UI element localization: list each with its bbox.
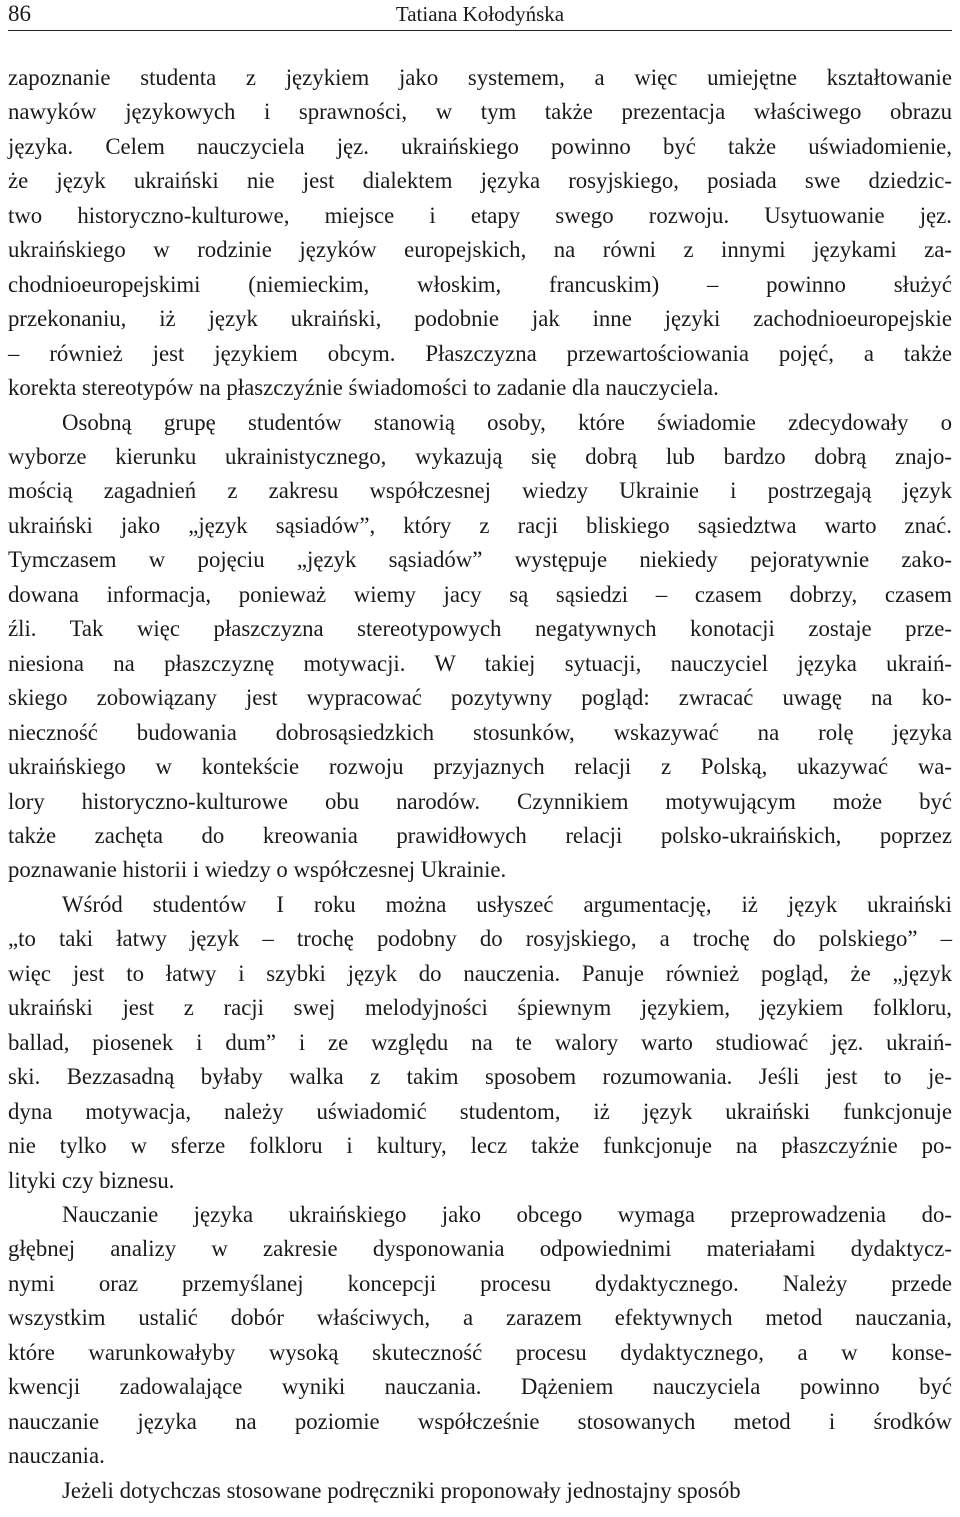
running-head: [8, 0, 952, 31]
text-line: wszystkim ustalić dobór właściwych, a zarazem efektywnych metod nauczania,: [8, 1305, 952, 1331]
text-line: wyborze kierunku ukrainistycznego, wykazują się dobrą lub bardzo dobrą znajo-: [8, 443, 952, 469]
text-line: źli. Tak więc płaszczyzna stereotypowych negatywnych konotacji zostaje prze-: [8, 616, 952, 642]
text-line: że język ukraiński nie jest dialektem języka rosyjskiego, posiada swe dziedzic-: [8, 168, 952, 194]
text-line: poznawanie historii i wiedzy o współczesnej Ukrainie.: [8, 857, 507, 883]
text-line: nawyków językowych i sprawności, w tym także prezentacja właściwego obrazu: [8, 99, 952, 125]
text-line: Nauczanie języka ukraińskiego jako obcego wymaga przeprowadzenia do-: [62, 1201, 952, 1227]
text-line: „to taki łatwy język – trochę podobny do rosyjskiego, a trochę do polskiego” –: [8, 926, 952, 952]
text-line: języka. Celem nauczyciela jęz. ukraińskiego powinno być także uświadomienie,: [8, 133, 952, 159]
text-line: dyna motywacja, należy uświadomić studentom, iż język ukraiński funkcjonuje: [8, 1098, 952, 1124]
text-line: dowana informacja, ponieważ wiemy jacy są sąsiedzi – czasem dobrzy, czasem: [8, 581, 952, 607]
text-line: Wśród studentów I roku można usłyszeć argumentację, iż język ukraiński: [62, 891, 952, 917]
text-line: zapoznanie studenta z językiem jako systemem, a więc umiejętne kształtowanie: [8, 65, 952, 90]
text-line: więc jest to łatwy i szybki język do nauczenia. Panuje również pogląd, że „język: [8, 960, 952, 986]
page-number: 86: [8, 1, 31, 26]
text-line: które warunkowałyby wysoką skuteczność procesu dydaktycznego, a w konse-: [8, 1339, 952, 1365]
text-line: nauczania.: [8, 1443, 105, 1469]
text-line: niesiona na płaszczyznę motywacji. W takiej sytuacji, nauczyciel języka ukraiń-: [8, 650, 952, 676]
text-line: – również jest językiem obcym. Płaszczyzna przewartościowania pojęć, a także: [8, 340, 952, 366]
body-text: [8, 61, 952, 1508]
text-line: lory historyczno-kulturowe obu narodów. Czynnikiem motywującym może być: [8, 788, 952, 814]
text-line: Jeżeli dotychczas stosowane podręczniki proponowały jednostajny sposób: [62, 1477, 741, 1503]
text-line: ballad, piosenek i dum” i ze względu na te walory warto studiować jęz. ukraiń-: [8, 1029, 952, 1055]
text-line: nieczność budowania dobrosąsiedzkich stosunków, wskazywać na rolę języka: [8, 719, 952, 745]
text-line: nauczanie języka na poziomie współcześnie stosowanych metod i środków: [8, 1408, 952, 1434]
text-line: także zachęta do kreowania prawidłowych relacji polsko-ukraińskich, poprzez: [8, 822, 952, 848]
text-line: nie tylko w sferze folkloru i kultury, lecz także funkcjonuje na płaszczyźnie po-: [8, 1133, 952, 1159]
text-line: ukraiński jest z racji swej melodyjności śpiewnym językiem, językiem folkloru,: [8, 995, 952, 1021]
text-line: mością zagadnień z zakresu współczesnej wiedzy Ukrainie i postrzegają język: [8, 478, 952, 504]
text-line: przekonaniu, iż język ukraiński, podobnie jak inne języki zachodnioeuropejskie: [8, 306, 952, 332]
text-line: ukraińskiego w kontekście rozwoju przyjaznych relacji z Polską, ukazywać wa-: [8, 754, 952, 780]
running-author: Tatiana Kołodyńska: [395, 2, 565, 26]
text-line: lityki czy biznesu.: [8, 1167, 175, 1193]
text-line: kwencji zadowalające wyniki nauczania. Dążeniem nauczyciela powinno być: [8, 1374, 952, 1400]
text-line: Osobną grupę studentów stanowią osoby, które świadomie zdecydowały o: [62, 409, 952, 435]
text-line: chodnioeuropejskimi (niemieckim, włoskim, francuskim) – powinno służyć: [8, 271, 952, 297]
text-line: two historyczno-kulturowe, miejsce i etapy swego rozwoju. Usytuowanie jęz.: [8, 202, 952, 228]
text-line: Tymczasem w pojęciu „język sąsiadów” występuje niekiedy pejoratywnie zako-: [8, 547, 952, 573]
text-line: ukraiński jako „język sąsiadów”, który z racji bliskiego sąsiedztwa warto znać.: [8, 512, 952, 538]
text-line: nymi oraz przemyślanej koncepcji procesu dydaktycznego. Należy przede: [8, 1270, 952, 1296]
document-page: [8, 0, 952, 1517]
text-line: ukraińskiego w rodzinie języków europejskich, na równi z innymi językami za-: [8, 237, 952, 263]
text-line: korekta stereotypów na płaszczyźnie świadomości to zadanie dla nauczyciela.: [8, 375, 719, 401]
text-line: skiego zobowiązany jest wypracować pozytywny pogląd: zwracać uwagę na ko-: [8, 685, 952, 711]
text-line: ski. Bezzasadną byłaby walka z takim sposobem rozumowania. Jeśli jest to je-: [8, 1064, 952, 1090]
text-line: głębnej analizy w zakresie dysponowania odpowiednimi materiałami dydaktycz-: [8, 1236, 952, 1262]
